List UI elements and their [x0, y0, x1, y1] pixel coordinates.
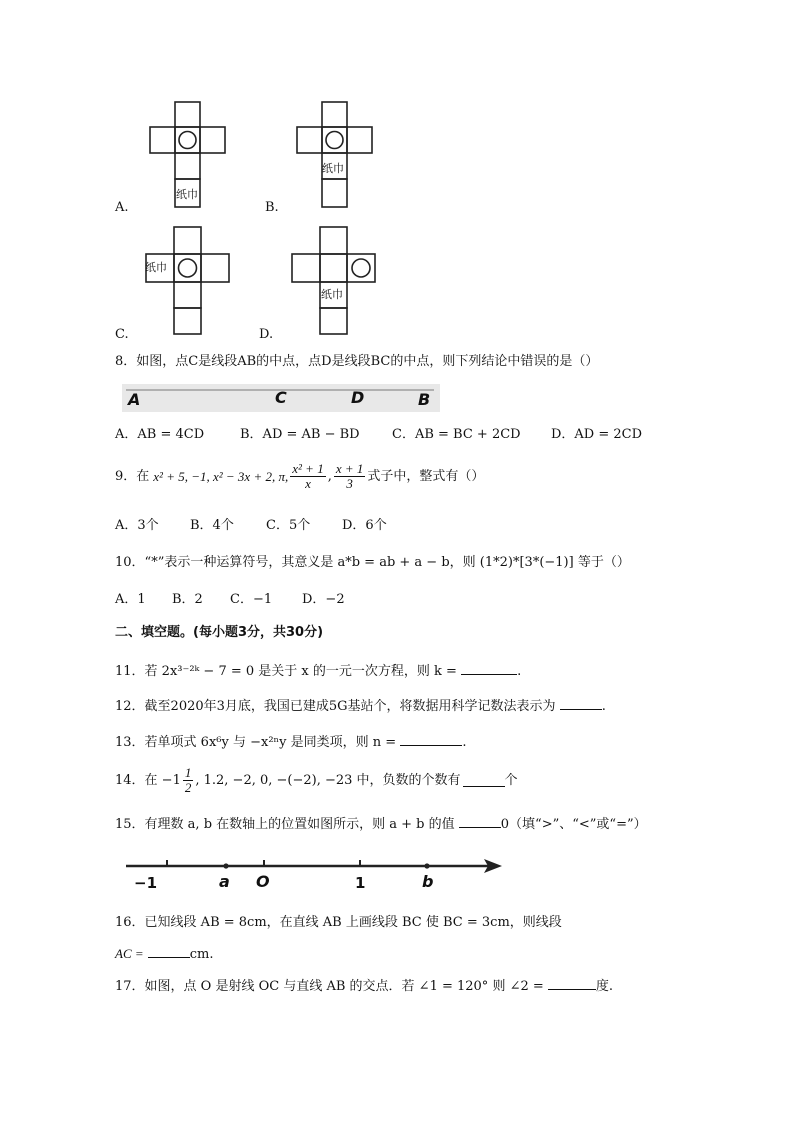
question-8-segment-figure — [118, 378, 448, 418]
question-10-stem: 10．“*”表示一种运算符号，其意义是 a*b = ab + a − b，则 (1*2)*[3*(−1)] 等于（） — [115, 555, 630, 570]
question-10-option-c: C．−1 — [230, 592, 273, 607]
question-8-stem: 8．如图，点C是线段AB的中点，点D是线段BC的中点，则下列结论中错误的是（） — [115, 354, 599, 369]
question-9-fraction-1 — [290, 462, 325, 491]
net-d-paper-label: 纸巾 — [321, 288, 343, 301]
question-14-mixed-fraction — [183, 766, 194, 795]
net-d — [288, 225, 384, 337]
net-b — [295, 100, 375, 210]
question-11-text: 11．若 2x³⁻²ᵏ − 7 = 0 是关于 x 的一元一次方程，则 k = — [115, 664, 457, 679]
question-14 — [115, 766, 518, 795]
question-17 — [115, 977, 613, 995]
question-15-text: 15．有理数 a, b 在数轴上的位置如图所示，则 a + b 的值 — [115, 817, 455, 832]
question-8-option-a: A．AB = 4CD — [115, 427, 205, 442]
question-9-option-d: D．6个 — [342, 518, 387, 533]
axis-label-one: 1 — [355, 874, 366, 892]
net-a — [148, 100, 228, 210]
question-9-stem — [115, 462, 484, 491]
question-15 — [115, 815, 647, 833]
question-17-end: 度. — [595, 979, 614, 994]
option-label-b: B. — [265, 200, 279, 215]
option-label-a: A. — [115, 200, 129, 215]
question-13-answer-blank — [400, 733, 462, 746]
question-15-end: 0（填“>”、“<”或“=”） — [500, 817, 647, 832]
point-label-b: B — [418, 390, 431, 409]
point-label-a: A — [128, 390, 141, 409]
number-line-drawing — [122, 852, 507, 898]
axis-label-a: a — [219, 872, 230, 891]
point-a-dot — [223, 863, 228, 868]
question-8-option-c: C．AB = BC + 2CD — [392, 427, 521, 442]
question-9-expr: x² + 5, −1, x² − 3x + 2, π, — [153, 468, 289, 484]
question-17-answer-blank — [548, 977, 596, 990]
net-b-paper-label: 纸巾 — [322, 162, 344, 175]
option-label-d: D. — [259, 327, 274, 342]
question-13 — [115, 733, 466, 751]
question-12 — [115, 697, 606, 715]
fraction-2-numerator: x + 1 — [335, 461, 364, 476]
fraction-1-numerator: x² + 1 — [292, 461, 324, 476]
question-13-end: . — [462, 735, 467, 750]
question-9-option-b: B．4个 — [190, 518, 234, 533]
question-13-text: 13．若单项式 6x⁶y 与 −x²ⁿy 是同类项，则 n = — [115, 735, 397, 750]
question-8-option-b: B．AD = AB − BD — [240, 427, 360, 442]
option-label-c: C. — [115, 327, 129, 342]
axis-label-origin: O — [256, 872, 270, 891]
fraction-1-denominator: x — [305, 476, 311, 491]
question-16-line-1: 16．已知线段 AB = 8cm，在直线 AB 上画线段 BC 使 BC = 3cm，则线段 — [115, 915, 562, 930]
fraction-2-denominator: 3 — [346, 476, 353, 491]
net-b-drawing — [295, 100, 375, 210]
section-2-title: 二、填空题。(每小题3分，共30分) — [115, 625, 324, 640]
axis-label-minus-one: −1 — [134, 874, 158, 892]
question-12-answer-blank — [560, 697, 602, 710]
question-12-text: 12．截至2020年3月底，我国已建成5G基站个，将数据用科学记数法表示为 — [115, 699, 556, 714]
question-15-answer-blank — [459, 815, 501, 828]
question-14-end: 个 — [504, 772, 518, 788]
question-16-end: cm. — [189, 947, 214, 962]
mixed-fraction-numerator: 1 — [184, 765, 192, 780]
net-c-drawing — [142, 225, 237, 337]
net-d-drawing — [288, 225, 384, 337]
question-11 — [115, 662, 521, 680]
point-b-dot — [424, 863, 429, 868]
question-10-option-d: D．−2 — [302, 592, 345, 607]
question-14-prefix: 14．在 −1 — [115, 772, 181, 788]
number-line-figure — [122, 852, 507, 898]
axis-label-b: b — [422, 872, 434, 891]
question-12-end: . — [601, 699, 606, 714]
question-9-suffix: 式子中，整式有（） — [367, 468, 485, 484]
point-label-d: D — [351, 388, 365, 407]
net-a-paper-label: 纸巾 — [176, 188, 198, 201]
mixed-fraction-denominator: 2 — [184, 780, 192, 795]
question-14-answer-blank — [463, 774, 505, 787]
question-9-option-a: A．3个 — [115, 518, 159, 533]
question-11-end: . — [517, 664, 522, 679]
question-9-fraction-2 — [334, 462, 366, 491]
point-label-c: C — [275, 388, 287, 407]
question-11-answer-blank — [461, 662, 517, 675]
question-9-prefix: 9．在 — [115, 468, 150, 484]
question-9-option-c: C．5个 — [266, 518, 311, 533]
question-16-line-2-prefix: AC = — [115, 946, 144, 961]
question-17-text: 17．如图，点 O 是射线 OC 与直线 AB 的交点．若 ∠1 = 120° 则 ∠2 = — [115, 979, 544, 994]
question-14-rest: , 1.2, −2, 0, −(−2), −23 中，负数的个数有 — [195, 772, 461, 788]
net-c-paper-label: 纸巾 — [145, 261, 167, 274]
question-9-comma: , — [327, 468, 332, 484]
question-10-option-a: A．1 — [115, 592, 146, 607]
question-10-option-b: B．2 — [172, 592, 203, 607]
net-c — [142, 225, 237, 337]
question-16-line-2 — [115, 945, 214, 963]
question-8-option-d: D．AD = 2CD — [551, 427, 643, 442]
question-16-answer-blank — [148, 945, 190, 958]
